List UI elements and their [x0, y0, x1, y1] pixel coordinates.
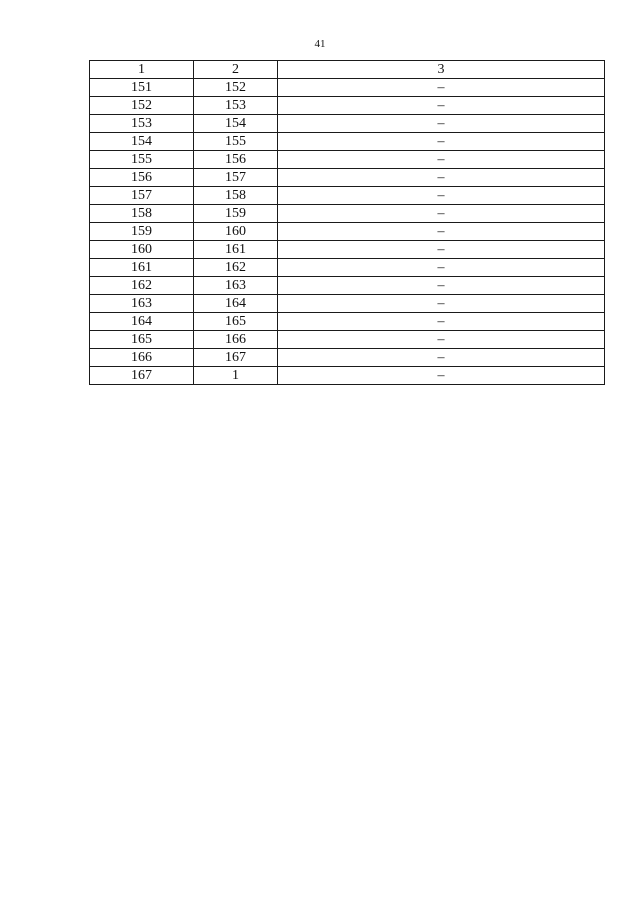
table-cell: 163 — [90, 295, 194, 313]
table-row — [90, 295, 605, 313]
table-cell: 157 — [194, 169, 278, 187]
table-cell: – — [278, 115, 605, 133]
table-cell: 164 — [90, 313, 194, 331]
column-header-1: 1 — [90, 61, 194, 79]
table-row — [90, 205, 605, 223]
table-cell: – — [278, 313, 605, 331]
table-cell: 157 — [90, 187, 194, 205]
table-cell: – — [278, 241, 605, 259]
table-cell: 1 — [194, 367, 278, 385]
table-row — [90, 151, 605, 169]
table-cell: 153 — [194, 97, 278, 115]
table-cell: 160 — [90, 241, 194, 259]
table-row — [90, 349, 605, 367]
table-cell: 162 — [90, 277, 194, 295]
table-cell: 166 — [90, 349, 194, 367]
table-row — [90, 97, 605, 115]
table-cell: – — [278, 367, 605, 385]
table-cell: 158 — [194, 187, 278, 205]
table-cell: – — [278, 187, 605, 205]
table-cell: – — [278, 223, 605, 241]
page-number: 41 — [314, 38, 326, 50]
table-row — [90, 331, 605, 349]
table-cell: 164 — [194, 295, 278, 313]
table-cell: 155 — [194, 133, 278, 151]
table-cell: 152 — [90, 97, 194, 115]
table-cell: – — [278, 349, 605, 367]
table-cell: 151 — [90, 79, 194, 97]
table-cell: 158 — [90, 205, 194, 223]
table-cell: 155 — [90, 151, 194, 169]
table-row — [90, 259, 605, 277]
table-cell: – — [278, 79, 605, 97]
table-row — [90, 313, 605, 331]
column-header-3: 3 — [278, 61, 605, 79]
table-cell: – — [278, 277, 605, 295]
table-cell: 165 — [90, 331, 194, 349]
table-cell: – — [278, 169, 605, 187]
table-cell: 159 — [194, 205, 278, 223]
table-row — [90, 241, 605, 259]
table-cell: 165 — [194, 313, 278, 331]
table-row — [90, 277, 605, 295]
table-row — [90, 367, 605, 385]
table-cell: – — [278, 97, 605, 115]
table-row — [90, 79, 605, 97]
table-cell: 154 — [90, 133, 194, 151]
table-cell: 166 — [194, 331, 278, 349]
table-row — [90, 169, 605, 187]
table-cell: – — [278, 259, 605, 277]
table-row — [90, 223, 605, 241]
table-row — [90, 187, 605, 205]
table-row — [90, 133, 605, 151]
table-cell: – — [278, 151, 605, 169]
table-cell: – — [278, 205, 605, 223]
table-cell: 156 — [90, 169, 194, 187]
table-row — [90, 115, 605, 133]
table-cell: 162 — [194, 259, 278, 277]
table-cell: 167 — [194, 349, 278, 367]
table-cell: 161 — [90, 259, 194, 277]
table-cell: – — [278, 133, 605, 151]
table-cell: – — [278, 331, 605, 349]
table-cell: 152 — [194, 79, 278, 97]
column-header-2: 2 — [194, 61, 278, 79]
table-cell: 154 — [194, 115, 278, 133]
table-cell: 160 — [194, 223, 278, 241]
table-cell: 156 — [194, 151, 278, 169]
table-cell: 153 — [90, 115, 194, 133]
table-cell: 161 — [194, 241, 278, 259]
table-cell: 163 — [194, 277, 278, 295]
data-table — [89, 60, 605, 385]
table-header-row — [90, 61, 605, 79]
table-cell: 167 — [90, 367, 194, 385]
table-cell: – — [278, 295, 605, 313]
table-cell: 159 — [90, 223, 194, 241]
